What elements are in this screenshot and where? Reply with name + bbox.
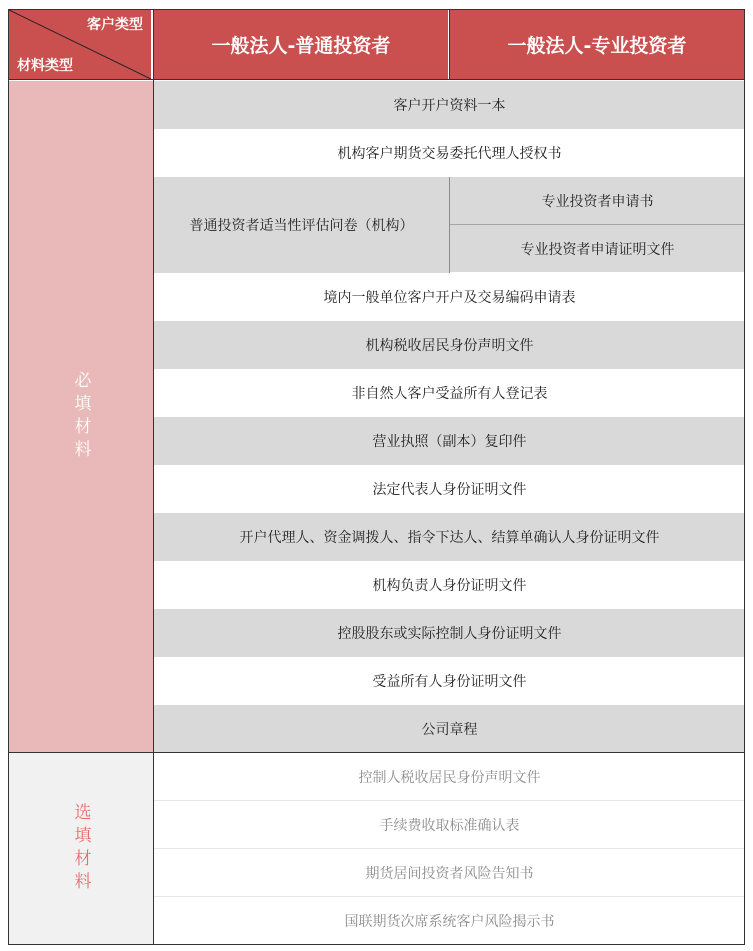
category-required [9,81,153,753]
table-row: 手续费收取标准确认表 [154,801,745,849]
split-row-right-bottom: 专业投资者申请证明文件 [450,225,745,272]
header-corner-cell [9,10,151,79]
table-row: 客户开户资料一本 [154,81,745,129]
divider [450,224,745,225]
column-header-ordinary-investor: 一般法人-普通投资者 [154,10,448,79]
table-row: 机构负责人身份证明文件 [154,561,745,609]
table-row: 控股股东或实际控制人身份证明文件 [154,609,745,657]
table-row: 受益所有人身份证明文件 [154,657,745,705]
divider [449,177,450,273]
split-row-right-top: 专业投资者申请书 [450,177,745,224]
divider [9,752,745,753]
table-row: 开户代理人、资金调拨人、指令下达人、结算单确认人身份证明文件 [154,513,745,561]
table-row: 营业执照（副本）复印件 [154,417,745,465]
divider [9,79,745,80]
table-row: 公司章程 [154,705,745,753]
category-required-label: 必填材料 [70,371,91,463]
corner-label-material-type: 材料类型 [17,58,73,74]
table-row: 机构税收居民身份声明文件 [154,321,745,369]
table-row: 控制人税收居民身份声明文件 [154,753,745,801]
divider [153,10,154,945]
divider [449,10,450,79]
category-optional-label: 选填材料 [70,803,91,895]
split-row-left: 普通投资者适当性评估问卷（机构） [154,177,449,273]
table-row: 机构客户期货交易委托代理人授权书 [154,129,745,177]
table-row: 法定代表人身份证明文件 [154,465,745,513]
category-optional [9,753,153,945]
corner-label-customer-type: 客户类型 [87,17,143,33]
table-row: 国联期货次席系统客户风险揭示书 [154,897,745,945]
column-header-professional-investor: 一般法人-专业投资者 [450,10,744,79]
table-row: 期货居间投资者风险告知书 [154,849,745,897]
table-row: 非自然人客户受益所有人登记表 [154,369,745,417]
table-row: 境内一般单位客户开户及交易编码申请表 [154,273,745,321]
